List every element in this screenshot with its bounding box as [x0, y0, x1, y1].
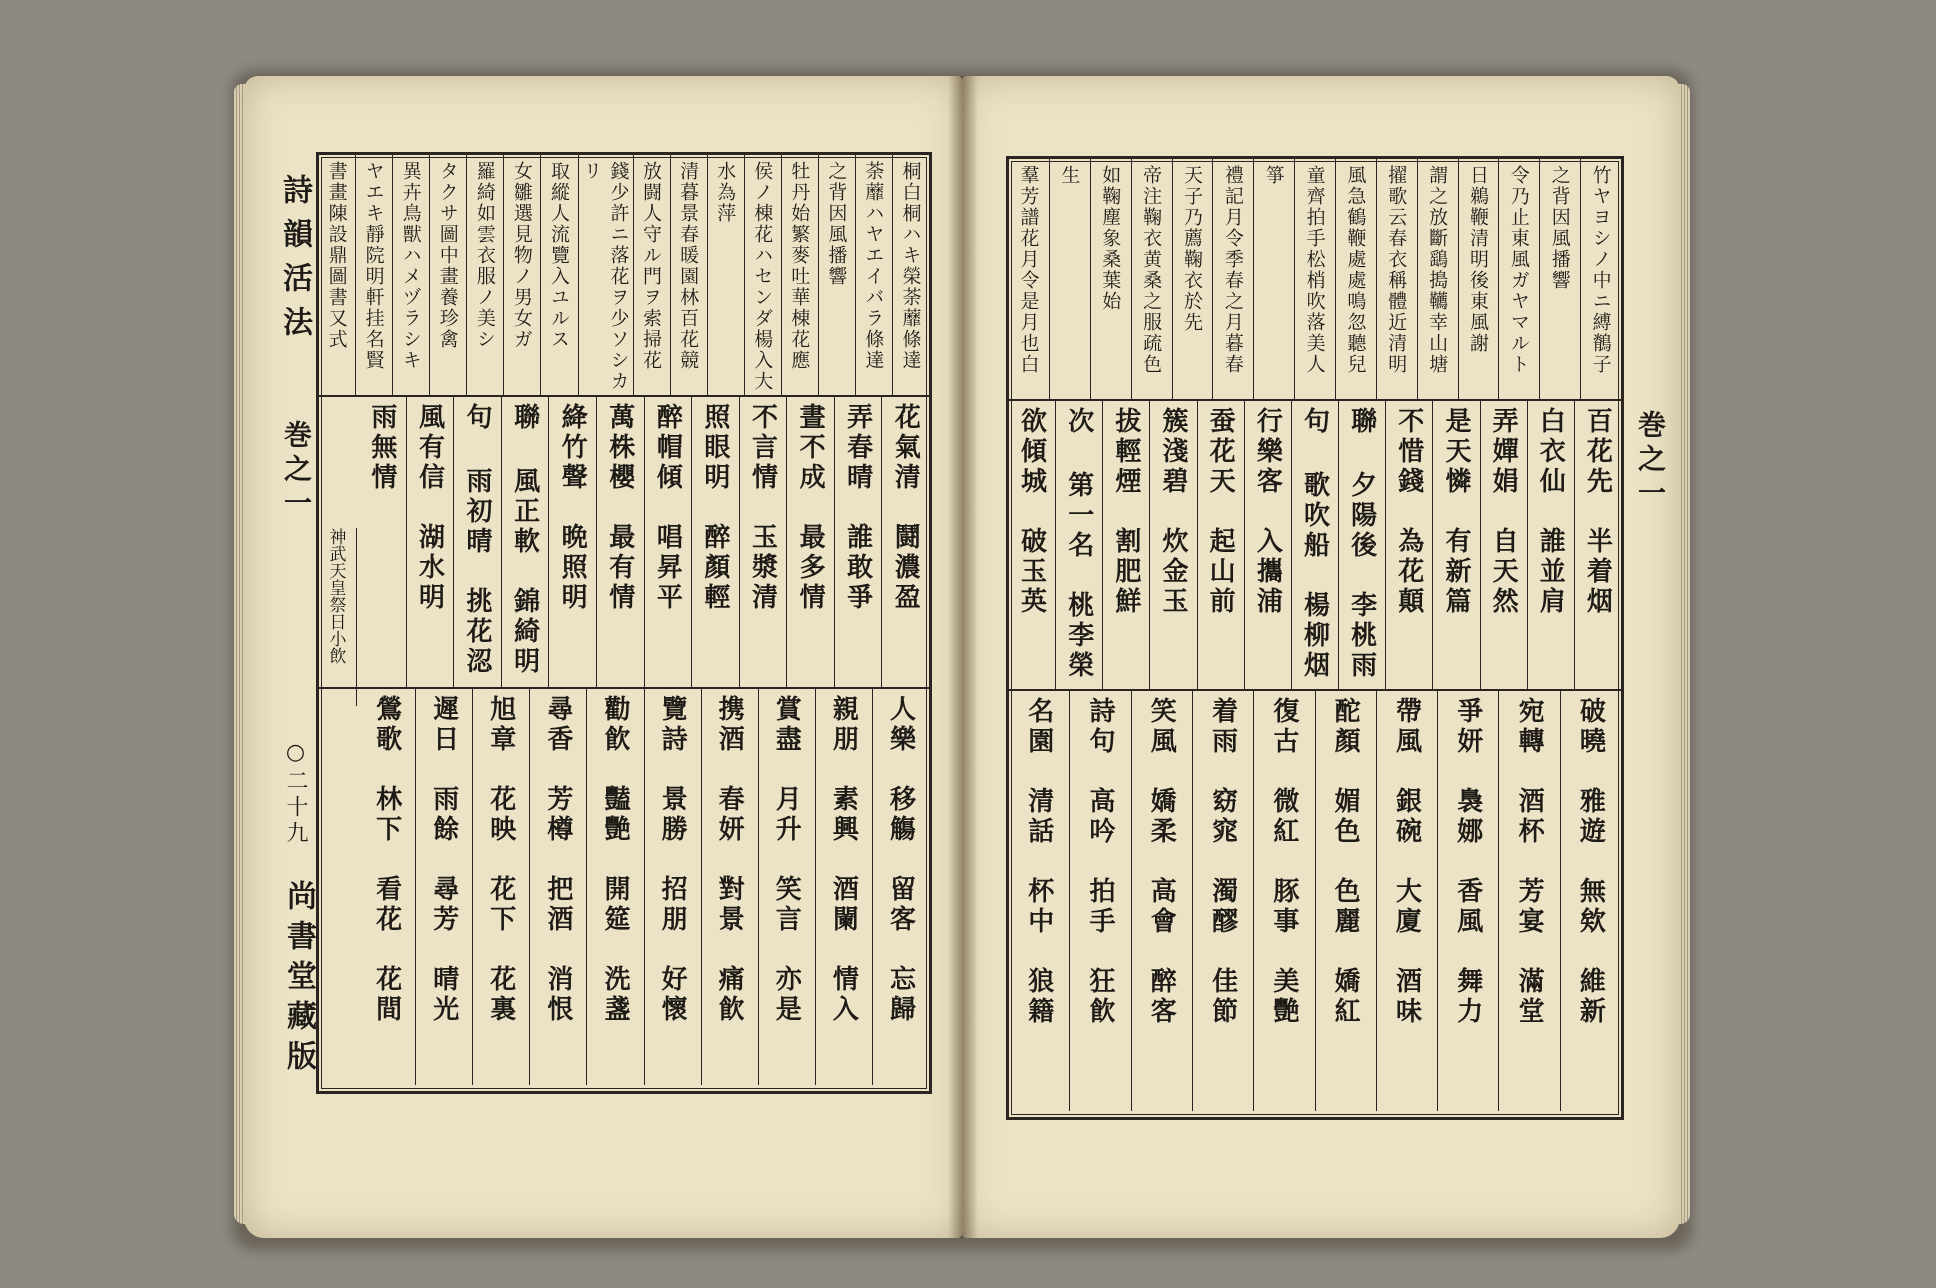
commentary-column: 羅綺如雲衣服ノ美シ	[466, 155, 503, 395]
commentary-column: 生	[1049, 159, 1090, 399]
commentary-column: 清暮景春暖園林百花競	[670, 155, 707, 395]
left-bottom-block	[359, 689, 929, 1085]
phrase-column: 句 雨初晴 挑花涊	[453, 397, 501, 687]
word-column: 勸飮 豔艷 開筵 洗盞	[586, 689, 643, 1085]
phrase-column: 萬株櫻 最有情	[596, 397, 644, 687]
commentary-column: 書畫陳設鼎圖書又式	[325, 161, 348, 350]
phrase-column: 聯 夕陽後 李桃雨	[1338, 401, 1385, 689]
phrase-column: 絳竹聲 晩照明	[548, 397, 596, 687]
word-column: 帶風 銀碗 大廈 酒味	[1376, 691, 1437, 1111]
phrase-column: 弄嬋娟 自天然	[1480, 401, 1527, 689]
word-column: 親朋 素興 酒闌 情入	[815, 689, 872, 1085]
commentary-column: タクサ圖中畫養珍禽	[429, 155, 466, 395]
commentary-column: ヤエキ靜院明軒挂名賢	[355, 155, 392, 395]
commentary-column: 放闘人守ル門ヲ索掃花	[633, 155, 670, 395]
phrase-column: 行樂客 入攜浦	[1244, 401, 1291, 689]
volume-label-right: 巻之一	[1634, 410, 1667, 512]
era-label: 神武天皇祭日小飲	[316, 528, 357, 706]
left-top-block	[319, 155, 929, 395]
word-column: 尋香 芳樽 把酒 消恨	[529, 689, 586, 1085]
commentary-column: 異卉鳥獸ハメヅラシキ	[392, 155, 429, 395]
phrase-column: 拔輕煙 割肥鮮	[1102, 401, 1149, 689]
commentary-column: 帝注鞠衣黄桑之服疏色	[1131, 159, 1172, 399]
commentary-column: 取縱人流覽入ユルス	[540, 155, 577, 395]
commentary-column: 竹ヤヨシノ中ニ縛鶺子	[1580, 159, 1621, 399]
commentary-column: 錢少許ニ落花ヲ少ソシカリ	[578, 155, 633, 395]
right-bottom-block	[1009, 691, 1621, 1111]
word-column: 復古 微紅 豚事 美艷	[1253, 691, 1314, 1111]
commentary-column: 風急鶴鞭處處鳴忽聽兒	[1335, 159, 1376, 399]
phrase-column: 醉帽傾 唱昇平	[644, 397, 692, 687]
commentary-column: 如鞠塵象桑葉始	[1090, 159, 1131, 399]
phrase-column: 晝不成 最多情	[786, 397, 834, 687]
volume-label-left: 巻之一	[280, 420, 313, 522]
phrase-column: 是天憐 有新篇	[1432, 401, 1479, 689]
commentary-column: 令乃止東風ガヤマルト	[1498, 159, 1539, 399]
word-column: 名園 清話 杯中 狼籍	[1023, 697, 1054, 1027]
phrase-column: 白衣仙 誰並肩	[1527, 401, 1574, 689]
book-title: 詩韻活法	[277, 174, 312, 350]
phrase-column: 欲傾城 破玉英	[1016, 407, 1047, 617]
phrase-column: 不惜錢 為花顛	[1385, 401, 1432, 689]
commentary-column: 羣芳譜花月令是月也白	[1017, 165, 1040, 375]
commentary-column: 謂之放斷鷂搗韉幸山塘	[1417, 159, 1458, 399]
phrase-column: 花氣清 鬪濃盈	[881, 397, 929, 687]
phrase-column: 簇淺碧 炊金玉	[1149, 401, 1196, 689]
commentary-column: 禮記月令季春之月暮春	[1212, 159, 1253, 399]
phrase-column: 風有信 湖水明	[406, 397, 454, 687]
word-column: 人樂 移觴 留客 忘歸	[872, 689, 929, 1085]
commentary-column: 日鵜鞭清明後東風謝	[1458, 159, 1499, 399]
phrase-column: 蚕花天 起山前	[1197, 401, 1244, 689]
phrase-column: 百花先 半着烟	[1574, 401, 1621, 689]
commentary-column: 之背因風播響	[1539, 159, 1580, 399]
right-top-block	[1009, 159, 1621, 399]
word-column: 宛轉 酒杯 芳宴 滿堂	[1498, 691, 1559, 1111]
word-column: 笑風 嬌柔 高會 醉客	[1131, 691, 1192, 1111]
commentary-column: 之背因風播響	[818, 155, 855, 395]
word-column: 着雨 窈窕 濁醪 佳節	[1192, 691, 1253, 1111]
right-text-frame	[1006, 156, 1624, 1120]
publisher-label: 尚書堂藏版	[281, 880, 316, 1080]
word-column: 旭章 花映 花下 花裏	[472, 689, 529, 1085]
commentary-column: 桐白桐ハキ榮荼蘼條達	[892, 155, 929, 395]
word-column: 破曉 雅遊 無欸 維新	[1560, 691, 1621, 1111]
commentary-column: 水為萍	[707, 155, 744, 395]
commentary-column: 侯ノ棟花ハセンダ楊入大	[744, 155, 781, 395]
word-column: 酡顏 媚色 色麗 嬌紅	[1315, 691, 1376, 1111]
phrase-column: 不言情 玉漿清	[739, 397, 787, 687]
left-text-frame	[316, 152, 932, 1094]
word-column: 詩句 高吟 拍手 狂飮	[1069, 691, 1130, 1111]
commentary-column: 荼蘼ハヤエイバラ條達	[855, 155, 892, 395]
phrase-column: 弄春晴 誰敢爭	[834, 397, 882, 687]
commentary-column: 擢歌云春衣稱體近清明	[1376, 159, 1417, 399]
phrase-column: 照眼明 醉顏輕	[691, 397, 739, 687]
page-number: ○二十九	[283, 740, 308, 847]
word-column: 賞盡 月升 笑言 亦是	[758, 689, 815, 1085]
commentary-column: 天子乃薦鞠衣於先	[1172, 159, 1213, 399]
phrase-column: 聯 風正軟 錦綺明	[501, 397, 549, 687]
phrase-column: 句 歌吹船 楊柳烟	[1291, 401, 1338, 689]
word-column: 遲日 雨餘 尋芳 晴光	[415, 689, 472, 1085]
commentary-column: 童齊拍手松梢吹落美人	[1294, 159, 1335, 399]
book-gutter	[948, 76, 978, 1238]
word-column: 覽詩 景勝 招朋 好懷	[644, 689, 701, 1085]
phrase-column: 次 第一名 桃李榮	[1055, 401, 1102, 689]
left-middle-block	[359, 397, 929, 687]
word-column: 鶯歌 林下 看花 花間	[371, 695, 402, 1025]
word-column: 爭妍 裊娜 香風 舞力	[1437, 691, 1498, 1111]
commentary-column: 女雛選見物ノ男女ガ	[503, 155, 540, 395]
commentary-column: 箏	[1253, 159, 1294, 399]
word-column: 携酒 春妍 對景 痛飮	[701, 689, 758, 1085]
commentary-column: 牡丹始繁麥吐華棟花應	[781, 155, 818, 395]
phrase-column: 雨無情	[366, 403, 397, 493]
right-middle-block	[1009, 401, 1621, 689]
